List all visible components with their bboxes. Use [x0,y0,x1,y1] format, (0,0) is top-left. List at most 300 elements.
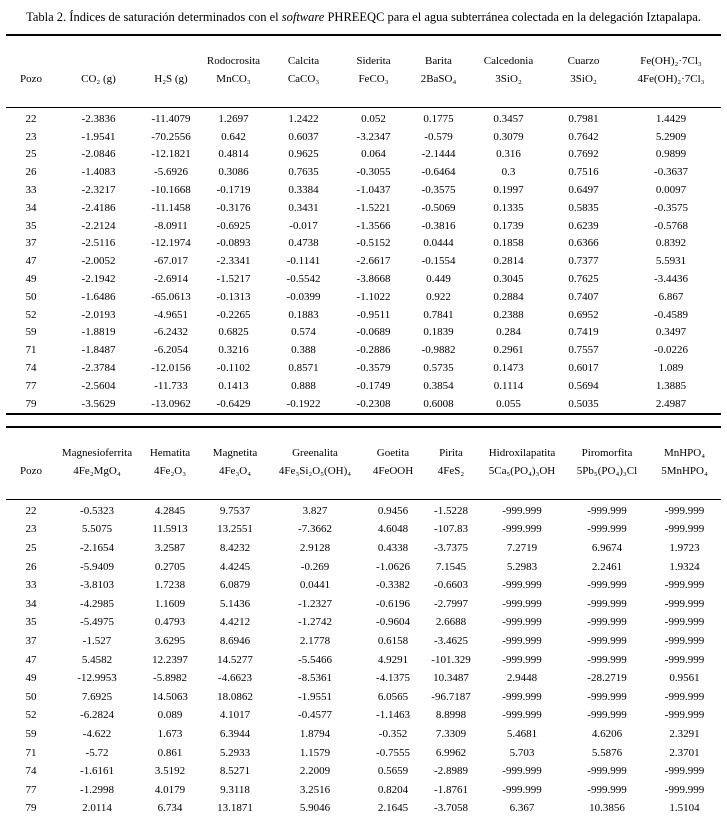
value-cell: 0.3079 [493,130,524,143]
value-cell: -2.5116 [81,237,116,250]
value-cell: -1.6161 [80,765,114,778]
value-cell: 0.1114 [493,379,524,392]
value-cell: 4.4212 [219,616,251,629]
value-cell: 2.3291 [669,727,700,740]
mineral-name-header [141,35,201,69]
value-cell: -0.352 [378,727,408,740]
data-row [6,520,721,539]
value-cell: -0.5542 [286,273,321,286]
value-cell: -2.0846 [81,148,116,161]
value-cell: 5.9046 [299,802,331,815]
data-row [6,595,721,614]
value-cell: 5.5931 [655,255,687,268]
value-cell: 0.888 [291,379,316,392]
value-cell: -4.9651 [154,308,188,321]
mineral-name-header [6,427,56,461]
value-cell: -0.9511 [356,308,391,321]
data-row [6,632,721,651]
value-cell: -1.4083 [81,166,116,179]
formula-header: 4Fe(OH)₂·7Cl₃ [621,69,721,108]
formula-header: FeCO₃ [341,69,406,108]
value-cell: -999.999 [664,765,705,778]
value-cell: 4.9291 [377,653,409,666]
value-cell: -6.2054 [154,344,188,357]
data-row [6,288,721,306]
value-cell: 0.284 [496,326,521,339]
formula-header: 5Pb₅(PO₄)₃Cl [566,461,648,500]
value-cell: -999.999 [664,504,705,517]
value-cell: 0.2388 [493,308,524,321]
value-cell: 10.3487 [433,672,469,685]
value-cell: 4.0179 [154,783,186,796]
value-cell: 0.316 [496,148,521,161]
mineral-name-header: Rodocrosita [206,55,261,67]
value-cell: -0.6603 [434,579,468,592]
value-cell: 8.4232 [219,542,251,555]
value-cell: -1.5221 [356,201,391,214]
pozo-cell: 37 [25,635,37,647]
pozo-cell: 23 [25,523,37,536]
data-row [6,235,721,253]
value-cell: 5.1436 [219,597,251,610]
value-cell: 0.9899 [655,148,687,161]
value-cell: -0.4577 [298,709,332,722]
value-cell: 2.2461 [591,560,623,573]
value-cell: -2.1444 [421,148,456,161]
mineral-name-header [6,35,56,69]
value-cell: -999.999 [587,616,627,629]
value-cell: -0.6196 [376,597,410,610]
value-cell: -999.999 [502,635,542,647]
value-cell: 0.6366 [568,237,599,250]
formula-header: 3SiO₂ [546,69,621,108]
pozo-cell: 26 [25,166,37,179]
value-cell: 1.7238 [154,579,186,592]
data-row [6,706,721,725]
value-cell: -0.1554 [421,255,456,268]
value-cell: 0.6037 [288,130,319,143]
data-row [6,341,721,359]
mineral-name-header: Magnetita [212,446,258,459]
value-cell: 5.4582 [81,653,113,666]
value-cell: 2.6688 [435,616,467,629]
pozo-cell: 22 [25,504,37,517]
value-cell: -2.3341 [216,255,251,268]
value-cell: -2.7997 [434,597,468,610]
value-cell: 0.4814 [218,148,249,161]
value-cell: -0.579 [424,130,453,143]
value-cell: -1.8487 [81,344,116,357]
data-row [6,377,721,395]
table-1-body [6,108,721,414]
value-cell: 5.2983 [506,560,538,573]
table-1-header [6,35,721,108]
value-cell: 0.449 [426,273,451,286]
value-cell: -1.2998 [80,783,114,796]
value-cell: -2.0193 [81,308,116,321]
value-cell: 1.9723 [669,542,700,555]
value-cell: -1.527 [82,635,112,647]
value-cell: -2.1654 [80,542,114,555]
value-cell: 0.7642 [568,130,599,143]
value-cell: -3.8103 [80,579,114,592]
value-cell: 0.3 [501,166,516,179]
value-cell: -999.999 [664,653,705,666]
value-cell: -999.999 [502,504,542,517]
data-row [6,359,721,377]
value-cell: 1.1579 [299,746,331,759]
value-cell: -999.999 [587,653,627,666]
value-cell: -999.999 [502,783,542,796]
value-cell: -2.3217 [81,184,116,197]
value-cell: 13.2551 [217,523,253,536]
formula-header: H₂S (g) [141,69,201,108]
value-cell: -0.5069 [421,201,456,214]
value-cell: -3.5629 [81,397,116,410]
value-cell: -0.3575 [654,201,688,214]
value-cell: -28.2719 [587,672,627,685]
caption-italic-word: software [281,10,325,24]
value-cell: 0.0097 [655,184,687,197]
value-cell: -5.4975 [80,616,114,629]
value-cell: -0.269 [300,560,330,573]
value-cell: -13.0962 [151,397,191,410]
data-row [6,146,721,164]
mineral-name-header: Goetita [376,446,410,459]
value-cell: 0.2884 [493,290,524,303]
value-cell: -999.999 [587,597,627,610]
value-cell: -70.2556 [151,130,191,143]
value-cell: -0.2265 [216,308,251,321]
value-cell: -0.1141 [286,255,321,268]
value-cell: 0.8204 [377,783,409,796]
value-cell: -1.5228 [434,504,468,517]
pozo-cell: 34 [25,201,37,214]
value-cell: -96.7187 [431,690,471,703]
pozo-cell: 52 [25,308,37,321]
value-cell: 0.5835 [568,201,599,214]
value-cell: 0.1997 [493,184,524,197]
value-cell: -5.72 [85,746,109,759]
value-cell: 0.7407 [568,290,599,303]
value-cell: -0.1922 [286,397,321,410]
formula-header: 5MnHPO₄ [648,461,721,500]
value-cell: 0.6017 [568,362,599,375]
formula-header: 4FeS₂ [424,461,478,500]
pozo-cell: 52 [25,709,37,722]
value-cell: -6.2432 [154,326,188,339]
value-cell: -5.5466 [298,653,332,666]
data-row [6,324,721,342]
value-cell: 0.052 [361,112,386,125]
mineral-name-header: Hidroxilapatita [488,446,556,459]
value-cell: -0.3579 [356,362,391,375]
value-cell: 0.5035 [568,397,599,410]
mineral-name-header: Greenalita [292,446,338,459]
value-cell: -0.1749 [356,379,391,392]
value-cell: -8.0911 [154,219,188,232]
value-cell: 0.6008 [423,397,454,410]
value-cell: 5.4681 [506,727,538,740]
value-cell: 0.3216 [218,344,249,357]
value-cell: -999.999 [664,690,705,703]
value-cell: 0.1335 [493,201,524,214]
formula-header: Pozo [6,461,56,500]
value-cell: -4.6623 [218,672,252,685]
value-cell: 9.7537 [219,504,251,517]
value-cell: 2.2009 [299,765,331,778]
value-cell: -12.9953 [77,672,117,685]
pozo-cell: 59 [25,326,37,339]
pozo-cell: 33 [25,579,37,592]
pozo-cell: 50 [25,690,37,703]
value-cell: 0.8571 [288,362,319,375]
pozo-cell: 71 [25,746,37,759]
value-cell: -0.3575 [421,184,456,197]
value-cell: 0.7625 [568,273,599,286]
formula-header: 4Fe₃Si₂O₅(OH)₄ [268,461,362,500]
value-cell: 0.6497 [568,184,599,197]
mineral-name-header [56,35,141,69]
value-cell: 0.3045 [493,273,524,286]
value-cell: -0.0893 [216,237,251,250]
value-cell: 0.6239 [568,219,599,232]
value-cell: 0.5694 [568,379,599,392]
value-cell: -11.733 [154,379,188,392]
value-cell: -999.999 [587,579,627,592]
value-cell: 6.0879 [219,579,251,592]
data-row [6,499,721,520]
value-cell: -999.999 [502,765,542,778]
value-cell: 0.9561 [669,672,700,685]
value-cell: 11.5913 [152,523,188,536]
value-cell: -999.999 [502,597,542,610]
pozo-cell: 49 [25,273,37,286]
formula-row [6,69,721,108]
value-cell: -0.0399 [286,290,321,303]
value-cell: -2.3784 [81,362,116,375]
value-cell: -2.6914 [154,273,188,286]
value-cell: -999.999 [502,690,542,703]
value-cell: 7.6925 [81,690,113,703]
value-cell: -0.3055 [356,166,391,179]
value-cell: -1.0626 [376,560,410,573]
value-cell: -0.2886 [356,344,391,357]
value-cell: -12.1821 [151,148,191,161]
value-cell: -1.0437 [356,184,391,197]
value-cell: -999.999 [587,504,627,517]
value-cell: 0.1413 [218,379,249,392]
pozo-cell: 37 [25,237,37,250]
value-cell: -999.999 [502,579,542,592]
mineral-name-header: Calcita [287,55,320,67]
formula-header: CO₂ (g) [56,69,141,108]
value-cell: 5.703 [509,746,535,759]
value-cell: -2.8989 [434,765,468,778]
formula-header: 4FeOOH [362,461,424,500]
value-cell: -999.999 [502,616,542,629]
value-cell: 2.0114 [82,802,112,815]
value-cell: -4.622 [82,727,112,740]
value-cell: 8.5271 [219,765,251,778]
value-cell: 1.673 [157,727,183,740]
value-cell: 12.2397 [152,653,188,666]
value-cell: 0.089 [157,709,183,722]
value-cell: -0.5152 [356,237,391,250]
value-cell: 0.5735 [423,362,454,375]
pozo-cell: 35 [25,219,37,232]
value-cell: 14.5063 [152,690,188,703]
pozo-cell: 71 [25,344,37,357]
value-cell: 0.922 [426,290,451,303]
pozo-cell: 23 [25,130,37,143]
value-cell: -4.1375 [376,672,410,685]
value-cell: -65.0613 [151,290,191,303]
value-cell: 0.0441 [299,579,331,592]
value-cell: -3.7375 [434,542,468,555]
value-cell: 0.7516 [568,166,599,179]
data-row [6,799,721,817]
value-cell: 1.4429 [655,112,687,125]
mineral-name-header: Cuarzo [567,55,600,67]
value-cell: 1.2697 [218,112,249,125]
saturation-indices-table-2 [6,426,721,817]
value-cell: -0.9604 [376,616,410,629]
value-cell: -3.8668 [356,273,391,286]
mineral-name-header: Fe(OH)₂·7Cl₃ [640,55,702,67]
value-cell: 4.2845 [154,504,186,517]
value-cell: -1.6486 [81,290,116,303]
value-cell: -999.999 [502,523,542,536]
value-cell: 0.861 [157,746,183,759]
pozo-cell: 22 [25,112,37,125]
mineral-name-header: Pirita [439,446,463,459]
value-cell: 6.3944 [219,727,251,740]
value-cell: 0.388 [291,344,316,357]
value-cell: -1.9551 [298,690,332,703]
pozo-cell: 47 [25,255,37,268]
value-cell: 0.1473 [493,362,524,375]
value-cell: -2.6617 [356,255,391,268]
value-cell: -0.6925 [216,219,251,232]
value-cell: -0.5323 [80,504,114,517]
value-cell: 4.6206 [591,727,623,740]
data-row [6,743,721,762]
pozo-cell: 35 [25,616,37,629]
data-row [6,163,721,181]
data-row [6,252,721,270]
value-cell: -4.2985 [80,597,114,610]
value-cell: 2.1778 [299,635,331,647]
value-cell: -2.5604 [81,379,116,392]
data-row [6,395,721,414]
pozo-cell: 49 [25,672,37,685]
value-cell: 3.5192 [154,765,186,778]
data-row [6,650,721,669]
value-cell: 0.4338 [377,542,409,555]
data-row [6,669,721,688]
value-cell: -67.017 [154,255,188,268]
value-cell: 2.9128 [299,542,331,555]
value-cell: 5.5075 [81,523,113,536]
value-cell: -999.999 [664,523,705,536]
value-cell: -1.5217 [216,273,251,286]
value-cell: 0.1858 [493,237,524,250]
value-cell: -999.999 [587,690,627,703]
value-cell: 6.867 [658,290,684,303]
formula-header: 5Ca₅(PO₄)₃OH [478,461,566,500]
value-cell: -3.4436 [654,273,688,286]
value-cell: 6.367 [509,802,535,815]
value-cell: 13.1871 [217,802,253,815]
value-cell: -0.2308 [356,397,391,410]
pozo-cell: 25 [25,542,37,555]
table-2-header [6,427,721,500]
table-caption [6,9,721,25]
value-cell: 0.3457 [493,112,524,125]
value-cell: 0.8392 [655,237,687,250]
value-cell: 2.4987 [655,397,687,410]
value-cell: -999.999 [664,709,705,722]
value-cell: 0.6158 [377,635,409,647]
value-cell: -999.999 [664,635,705,647]
value-cell: -1.9541 [81,130,116,143]
value-cell: 0.064 [361,148,386,161]
value-cell: 0.1775 [423,112,454,125]
value-cell: -12.0156 [151,362,191,375]
value-cell: 7.3309 [435,727,467,740]
value-cell: -1.8761 [434,783,468,796]
value-cell: 6.0565 [377,690,409,703]
value-cell: 5.5876 [591,746,623,759]
value-cell: -2.3836 [81,112,116,125]
value-cell: 2.1645 [377,802,409,815]
data-row [6,576,721,595]
value-cell: 0.7981 [568,112,599,125]
value-cell: 2.3701 [669,746,700,759]
value-cell: -0.1719 [216,184,251,197]
formula-header: 3SiO₂ [471,69,546,108]
mineral-name-header: Magnesioferrita [61,446,133,459]
data-row [6,725,721,744]
pozo-cell: 79 [25,397,37,410]
value-cell: 6.734 [157,802,183,815]
formula-header: CaCO₃ [266,69,341,108]
value-cell: -0.4589 [654,308,688,321]
value-cell: 0.9456 [377,504,409,517]
value-cell: -0.6464 [421,166,456,179]
value-cell: -0.7555 [376,746,410,759]
value-cell: 5.2909 [655,130,687,143]
value-cell: 0.3854 [423,379,454,392]
value-cell: -999.999 [664,783,705,796]
value-cell: -5.6926 [154,166,188,179]
value-cell: 5.2933 [219,746,251,759]
value-cell: -999.999 [664,579,705,592]
value-cell: -6.2824 [80,709,114,722]
formula-header: Pozo [6,69,56,108]
mineral-name-header: Piromorfita [581,446,633,459]
value-cell: 1.1609 [154,597,186,610]
pozo-cell: 74 [25,765,37,778]
value-cell: 0.2705 [154,560,186,573]
value-cell: 0.574 [291,326,316,339]
value-cell: 4.6048 [377,523,409,536]
mineral-name-row [6,427,721,461]
value-cell: 3.6295 [154,635,186,647]
mineral-name-header: Hematita [149,446,191,459]
value-cell: -999.999 [587,635,627,647]
